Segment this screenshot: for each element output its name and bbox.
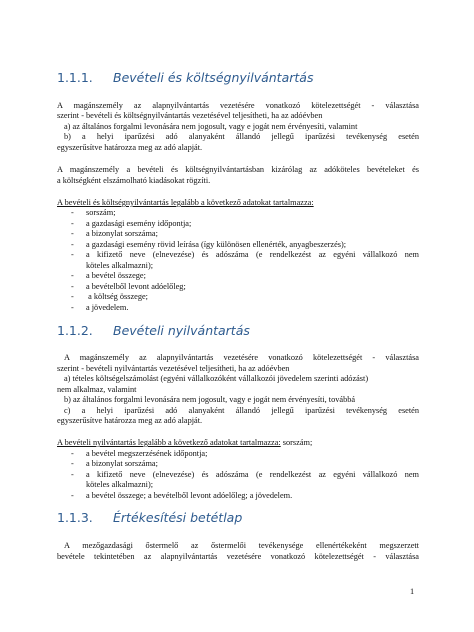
list-item: a kifizető neve (elnevezése) és adószáma (e rendelkezést az egyéni vállalkozó nem [86,470,419,479]
section-heading-1-1-2 [57,323,250,338]
bullet-dash: - [71,470,74,479]
section-title: Bevételi és költségnyilvántartás [113,70,314,85]
bullet-dash: - [71,303,74,312]
paragraph-line: a költségként elszámolható kiadásokat rögzíti. [57,176,211,185]
list-item: a bizonylat sorszáma; [86,459,158,468]
list-item: a gazdasági esemény időpontja; [86,219,192,228]
bullet-dash: - [71,459,74,468]
list-item: sorszám; [86,208,116,217]
list-item: a költség összege; [86,292,148,301]
paragraph-line: A magánszemély a bevételi és költségnyilvántartásban kizárólag az adóköteles bevételeket és [57,165,419,174]
page-number: 1 [410,587,415,596]
section-number: 1.1.2. [57,323,93,338]
paragraph-line: egyszerűsítve határozza meg az adó alapját. [57,143,203,152]
paragraph-line: szerint - bevételi és költségnyilvántartás vezetésével teljesítheti, ha az adóévben [57,111,323,120]
bullet-dash: - [71,271,74,280]
list-item: a gazdasági esemény rövid leírása (így különösen ellenérték, anyagbeszerzés); [86,240,347,249]
list-item: a bevétel összege; [86,271,146,280]
bullet-dash: - [71,449,74,458]
section-heading-1-1-1 [57,70,313,85]
bullet-dash: - [71,250,74,259]
bullet-dash: - [71,219,74,228]
list-item: a bevétel megszerzésének időpontja; [86,449,208,458]
list-item: a bizonylat sorszáma; [86,229,158,238]
section-title: Bevételi nyilvántartás [113,323,250,338]
section-title: Értékesítési betétlap [113,510,243,525]
list-item: a kifizető neve (elnevezése) és adószáma (e rendelkezést az egyéni vállalkozó nem [86,250,419,259]
paragraph-line: A magánszemély az alapnyilvántartás vezetésére vonatkozó kötelezettségét - választása [57,101,419,110]
list-title-tail: sorszám; [280,438,313,447]
bullet-dash: - [71,229,74,238]
paragraph-line: a) tételes költségelszámolást (egyéni vállalkozóként vállalkozói jövedelem szerinti adózást) [64,374,369,383]
list-title: A bevételi és költségnyilvántartás legalább a következő adatokat tartalmazza: [57,198,314,207]
list-item-continuation: köteles alkalmazni); [86,480,154,489]
section-number: 1.1.1. [57,70,93,85]
bullet-dash: - [71,240,74,249]
paragraph-line: A magánszemély az alapnyilvántartás vezetésére vonatkozó kötelezettségét - választása [64,353,419,362]
paragraph-line: c) a helyi iparűzési adó alanyaként állandó jellegű iparűzési tevékenység esetén [64,406,419,415]
paragraph-line: A mezőgazdasági őstermelő az őstermelői tevékenysége ellenértékeként megszerzett [64,541,419,550]
section-heading-1-1-3 [57,510,242,525]
paragraph-line: szerint - bevételi nyilvántartás vezetésével teljesítheti, ha az adóévben [57,364,290,373]
bullet-dash: - [71,282,74,291]
paragraph-line: b) az általános forgalmi levonására nem jogosult, vagy e jogát nem érvényesíti, továbbá [64,395,356,404]
paragraph-line: nem alkalmaz, valamint [57,385,137,394]
paragraph-line: egyszerűsítve határozza meg az adó alapját. [57,416,203,425]
list-item-continuation: köteles alkalmazni); [86,261,154,270]
paragraph-line: b) a helyi iparűzési adó alanyaként állandó jellegű iparűzési tevékenység esetén [64,132,419,141]
list-item: a bevétel összege; a bevételből levont adóelőleg; a jövedelem. [86,491,293,500]
section-number: 1.1.3. [57,510,93,525]
bullet-dash: - [71,292,74,301]
paragraph-line: bevétele tekintetében az alapnyilvántartás vezetésére vonatkozó kötelezettségét - választása [57,552,419,561]
list-title: A bevételi nyilvántartás legalább a következő adatokat tartalmazza: [57,438,281,447]
list-title-line [57,438,312,448]
bullet-dash: - [71,491,74,500]
bullet-dash: - [71,208,74,217]
list-item: a bevételből levont adóelőleg; [86,282,186,291]
paragraph-line: a) az általános forgalmi levonására nem jogosult, vagy e jogát nem érvényesíti, valamint [64,122,358,131]
list-item: a jövedelem. [86,303,129,312]
